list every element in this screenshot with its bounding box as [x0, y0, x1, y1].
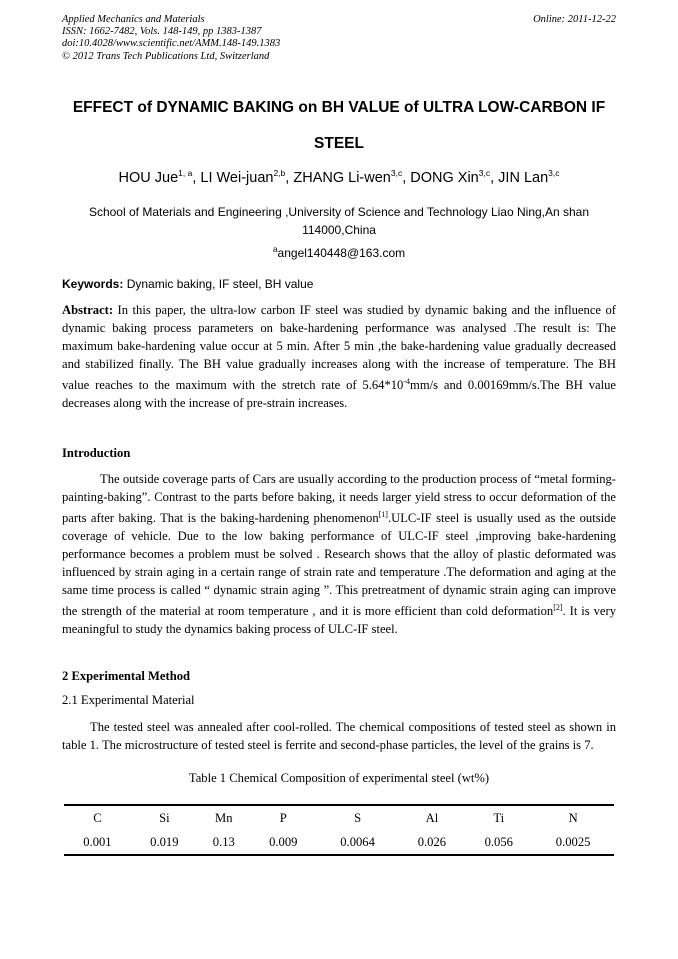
journal-name: Applied Mechanics and Materials: [62, 14, 205, 25]
title-line-2: STEEL: [314, 135, 364, 152]
experimental-subheading: 2.1 Experimental Material: [62, 693, 195, 707]
table-header-cell: Al: [398, 805, 465, 830]
experimental-text: The tested steel was annealed after cool-rolled. The chemical compositions of tested steel as shown in table 1. The microstructure of tested steel is ferrite and second-phase particles, the level of the grains is 7.: [62, 720, 616, 752]
table-cell: 0.056: [465, 830, 532, 855]
experimental-heading: 2 Experimental Method: [62, 669, 191, 683]
copyright: © 2012 Trans Tech Publications Ltd, Switzerland: [62, 50, 270, 62]
table-row: [64, 830, 614, 855]
introduction-text: The outside coverage parts of Cars are usually according to the production process of “metal forming-painting-baking”. Contrast to the parts before baking, it needs larger yield stress to occur deformation of the parts after baking. That is the baking-hardening phenomenon[1].ULC-IF steel is usually used as the outside coverage of vehicle. Due to the low baking performance of ULC-IF steel ,improving bake-hardening performance becomes a problem must be solved . Research shows that the alloy of plastic deformated was influenced by strain aging in a certain range of strain rate and temperature .The deformation and aging at the same time process is called “ dynamic strain aging ”. This pretreatment of dynamic strain aging can improve the strength of the material at room temperature , and it is more efficient than cold deformation[2]. It is very meaningful to study the dynamics baking process of ULC-IF steel.: [62, 472, 617, 637]
composition-table: [64, 804, 614, 856]
table-cell: 0.0064: [317, 830, 399, 855]
affiliation: School of Materials and Engineering ,University of Science and Technology Liao Ning,An shan 114000,China: [88, 205, 590, 237]
abstract-label: Abstract:: [62, 303, 114, 317]
table-cell: 0.009: [250, 830, 317, 855]
author-email: $^a$angel140448@163.com: [272, 244, 406, 260]
table-cell: 0.13: [198, 830, 250, 855]
table-header-cell: P: [250, 805, 317, 830]
abstract: Abstract: In this paper, the ultra-low carbon IF steel was studied by dynamic baking and the influence of dynamic baking process parameters on bake-hardening performance was analysed .The result is: The maximum bake-hardening value occur at 5 min. After 5 min ,the bake-hardening value gradually decreased and stabilized finally. The BH value gradually increases along with the increase of temperature. The BH value reaches to the maximum with the stretch rate of $5.64*10^{-4}mm/s$ and 0.00169mm/s.The BH value decreases along with the increase of pre-strain increases.: [62, 303, 616, 411]
table-header-cell: C: [64, 805, 131, 830]
table-cell: 0.0025: [532, 830, 614, 855]
table-caption: Table 1 Chemical Composition of experimental steel (wt%): [188, 771, 490, 785]
paper-title: [40, 90, 638, 162]
table-cell: 0.019: [131, 830, 198, 855]
table-header-cell: Ti: [465, 805, 532, 830]
issn: ISSN: 1662-7482, Vols. 148-149, pp 1383-1387: [62, 26, 262, 38]
table-cell: 0.026: [398, 830, 465, 855]
author: ZHANG Li-wen$^{3,c}$,: [293, 168, 411, 186]
author: HOU Jue$^{1, a}$,: [118, 168, 201, 186]
keywords-label: Keywords:: [62, 277, 124, 291]
table-cell: 0.001: [64, 830, 131, 855]
table-header-row: [64, 805, 614, 830]
doi: doi:10.4028/www.scientific.net/AMM.148-149.1383: [62, 38, 281, 50]
title-line-1: EFFECT of DYNAMIC BAKING on BH VALUE of ULTRA LOW-CARBON IF: [72, 99, 606, 116]
author: JIN Lan$^{3,c}$: [498, 168, 560, 186]
citation: [2]: [553, 603, 563, 613]
author-list: [20, 168, 658, 186]
online-date: Online: 2011-12-22: [533, 14, 616, 25]
journal-header: [62, 14, 616, 63]
author: LI Wei-juan$^{2,b}$,: [200, 168, 294, 186]
introduction-heading: Introduction: [62, 446, 131, 460]
table-header-cell: Mn: [198, 805, 250, 830]
table-header-cell: N: [532, 805, 614, 830]
author: DONG Xin$^{3,c}$,: [410, 168, 499, 186]
keywords-text: Dynamic baking, IF steel, BH value: [123, 277, 314, 291]
table-header-cell: Si: [131, 805, 198, 830]
keywords: [62, 277, 616, 291]
citation: [1]: [378, 510, 388, 519]
table-header-cell: S: [317, 805, 399, 830]
